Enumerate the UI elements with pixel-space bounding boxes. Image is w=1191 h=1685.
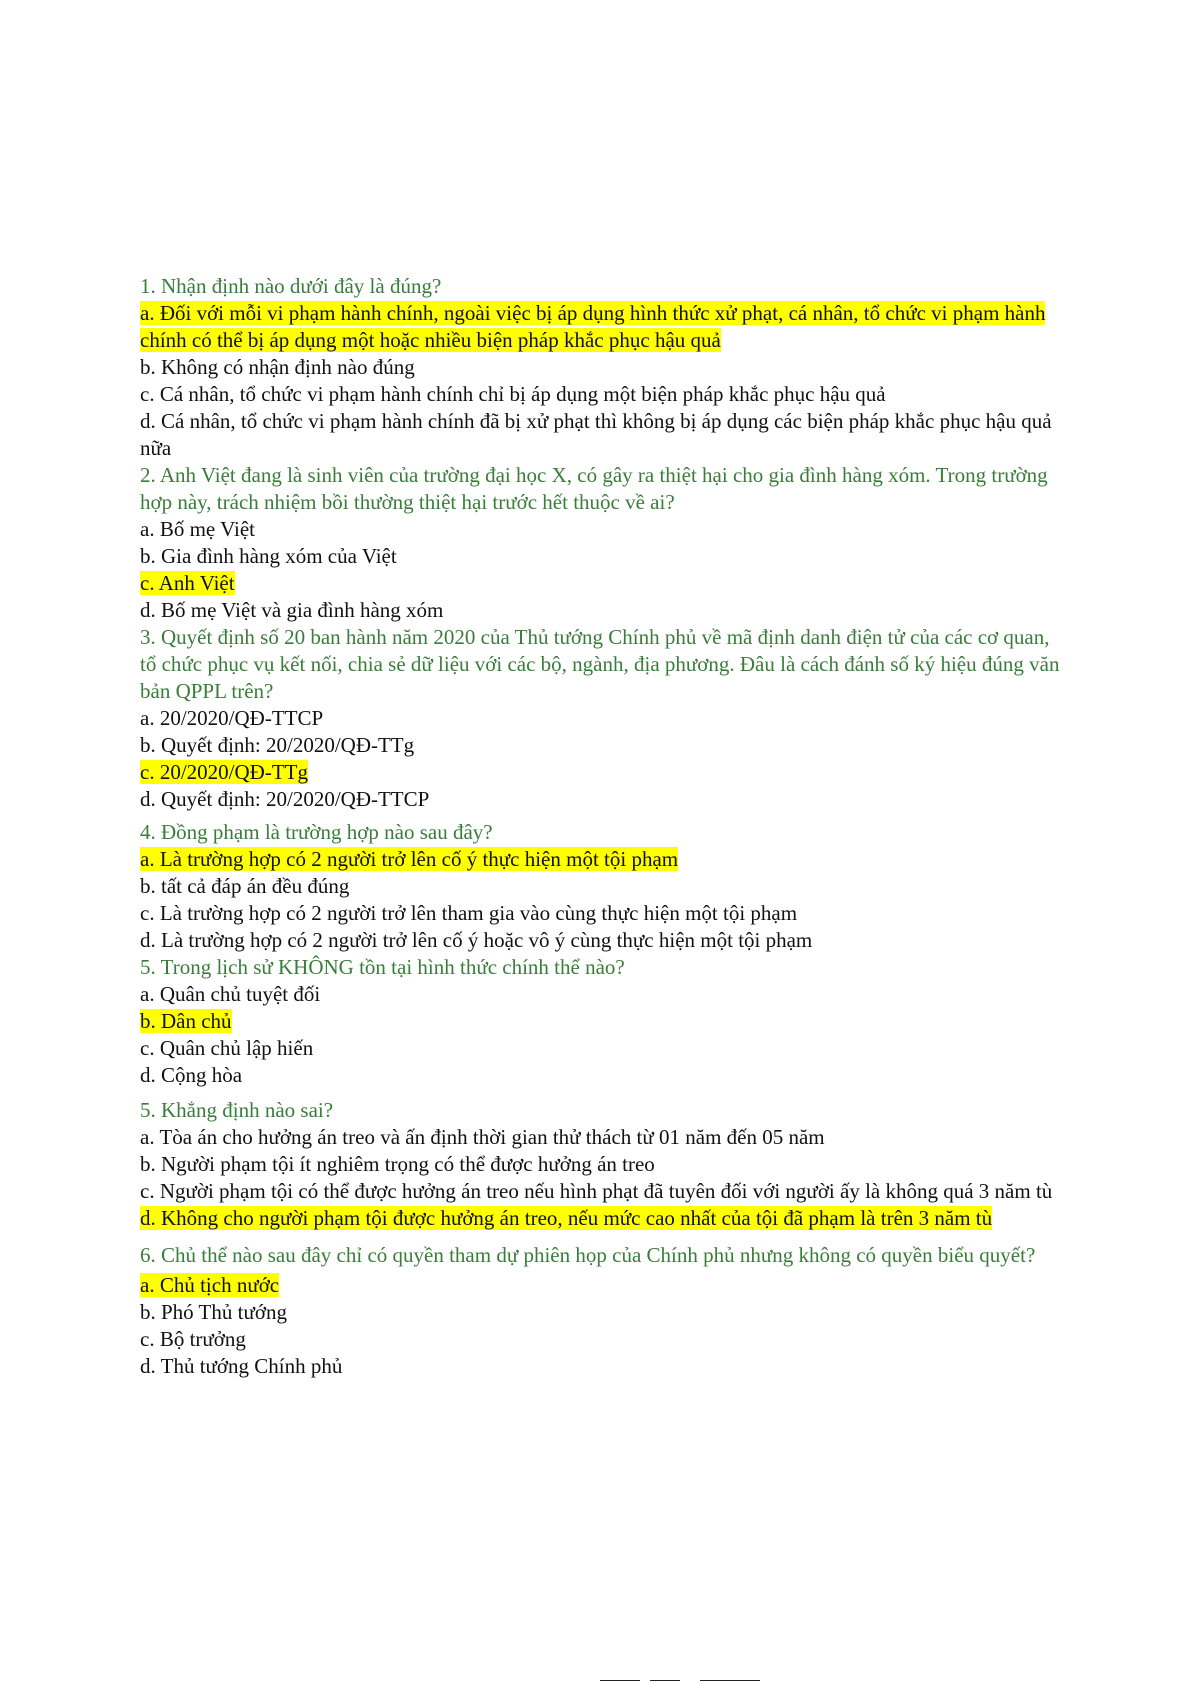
option-a: a. Quân chủ tuyệt đối	[140, 982, 321, 1006]
option-b-correct	[140, 1008, 1060, 1035]
option-d: d. Quyết định: 20/2020/QĐ-TTCP	[140, 787, 430, 811]
option-a: a. Bố mẹ Việt	[140, 517, 255, 541]
answer-highlight: b. Dân chủ	[140, 1009, 232, 1033]
question-block-3	[140, 624, 1060, 813]
option-b: b. Phó Thủ tướng	[140, 1300, 287, 1324]
option-a-correct	[140, 846, 1060, 873]
question-text: 2. Anh Việt đang là sinh viên của trường đại học X, có gây ra thiệt hại cho gia đình hàng xóm. Trong trường hợp này, trách nhiệm bồi thường thiệt hại trước hết thuộc về ai?	[140, 463, 1048, 514]
page-bottom-edge	[0, 1680, 1191, 1685]
question-text: 4. Đồng phạm là trường hợp nào sau đây?	[140, 820, 493, 844]
option-a: a. 20/2020/QĐ-TTCP	[140, 706, 324, 730]
answer-highlight: c. 20/2020/QĐ-TTg	[140, 760, 308, 784]
edge-mark	[600, 1680, 640, 1681]
option-b: b. Người phạm tội ít nghiêm trọng có thể được hưởng án treo	[140, 1152, 655, 1176]
answer-highlight: a. Là trường hợp có 2 người trở lên cố ý thực hiện một tội phạm	[140, 847, 679, 871]
option-c-correct	[140, 570, 1060, 597]
question-block-1	[140, 273, 1060, 462]
option-d: d. Cá nhân, tổ chức vi phạm hành chính đã bị xử phạt thì không bị áp dụng các biện pháp khắc phục hậu quả nữa	[140, 409, 1052, 460]
option-c: c. Là trường hợp có 2 người trở lên tham gia vào cùng thực hiện một tội phạm	[140, 901, 798, 925]
answer-highlight: a. Đối với mỗi vi phạm hành chính, ngoài việc bị áp dụng hình thức xử phạt, cá nhân, tổ chức vi phạm hành chính có thể bị áp dụng một hoặc nhiều biện pháp khắc phục hậu quả	[140, 301, 1046, 352]
option-c: c. Quân chủ lập hiến	[140, 1036, 314, 1060]
question-text: 5. Trong lịch sử KHÔNG tồn tại hình thức chính thể nào?	[140, 955, 625, 979]
option-b: b. Quyết định: 20/2020/QĐ-TTg	[140, 733, 415, 757]
edge-mark	[700, 1680, 760, 1681]
option-c: c. Cá nhân, tổ chức vi phạm hành chính chỉ bị áp dụng một biện pháp khắc phục hậu quả	[140, 382, 886, 406]
option-a: a. Tòa án cho hưởng án treo và ấn định thời gian thử thách từ 01 năm đến 05 năm	[140, 1125, 825, 1149]
option-b: b. tất cả đáp án đều đúng	[140, 874, 350, 898]
option-d: d. Là trường hợp có 2 người trở lên cố ý hoặc vô ý cùng thực hiện một tội phạm	[140, 928, 813, 952]
option-a-correct	[140, 300, 1060, 354]
question-text: 5. Khẳng định nào sai?	[140, 1098, 334, 1122]
option-b: b. Không có nhận định nào đúng	[140, 355, 415, 379]
question-block-2	[140, 462, 1060, 624]
question-text: 6. Chủ thể nào sau đây chỉ có quyền tham dự phiên họp của Chính phủ nhưng không có quyền biểu quyết?	[140, 1243, 1036, 1267]
question-text: 3. Quyết định số 20 ban hành năm 2020 của Thủ tướng Chính phủ về mã định danh điện tử của các cơ quan, tổ chức phục vụ kết nối, chia sẻ dữ liệu với các bộ, ngành, địa phương. Đâu là cách đánh số ký hiệu đúng văn bản QPPL trên?	[140, 625, 1060, 703]
answer-highlight: a. Chủ tịch nước	[140, 1273, 280, 1297]
question-block-6	[140, 1097, 1060, 1232]
edge-mark	[650, 1680, 680, 1681]
option-b: b. Gia đình hàng xóm của Việt	[140, 544, 397, 568]
option-c: c. Bộ trưởng	[140, 1327, 246, 1351]
option-d: d. Thủ tướng Chính phủ	[140, 1354, 343, 1378]
option-d: d. Cộng hòa	[140, 1063, 243, 1087]
quiz-content	[140, 273, 1060, 1380]
question-block-7	[140, 1238, 1060, 1380]
answer-highlight: c. Anh Việt	[140, 571, 235, 595]
option-d-correct	[140, 1205, 1060, 1232]
option-c: c. Người phạm tội có thể được hưởng án treo nếu hình phạt đã tuyên đối với người ấy là không quá 3 năm tù	[140, 1179, 1053, 1203]
answer-highlight: d. Không cho người phạm tội được hưởng án treo, nếu mức cao nhất của tội đã phạm là trên 3 năm tù	[140, 1206, 993, 1230]
option-d: d. Bố mẹ Việt và gia đình hàng xóm	[140, 598, 444, 622]
option-c-correct	[140, 759, 1060, 786]
question-block-4	[140, 819, 1060, 954]
question-block-5	[140, 954, 1060, 1089]
question-text: 1. Nhận định nào dưới đây là đúng?	[140, 274, 442, 298]
option-a-correct	[140, 1272, 1060, 1299]
